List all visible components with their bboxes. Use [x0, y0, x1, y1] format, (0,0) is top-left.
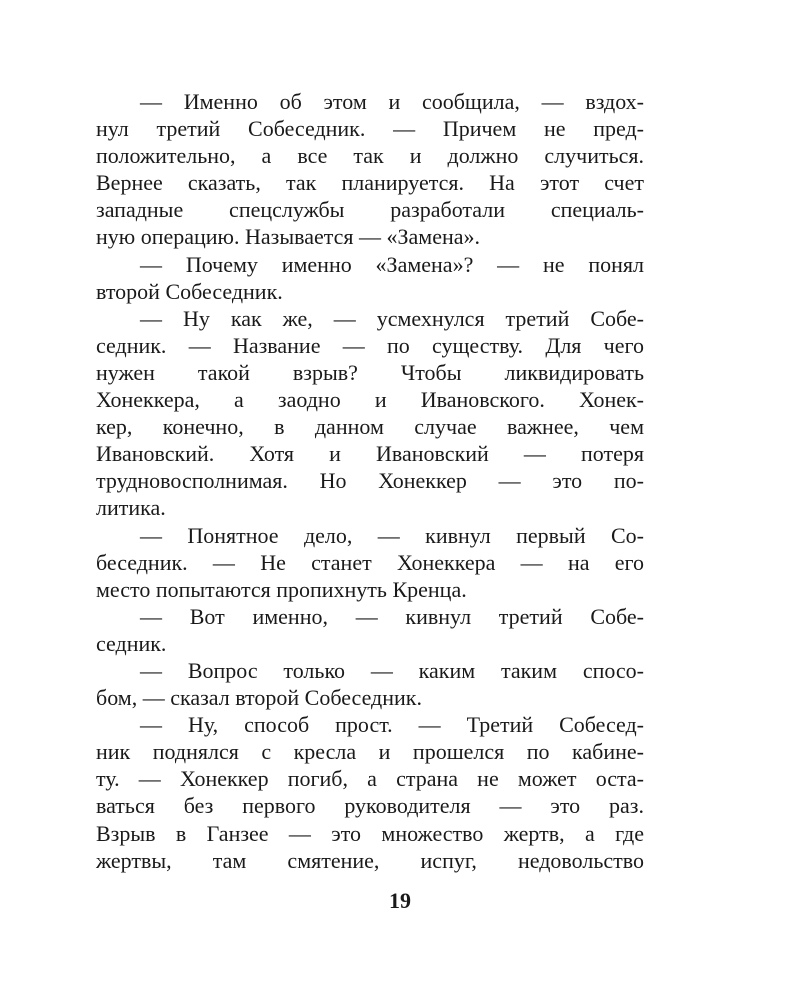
text-line: — Почему именно «Замена»? — не понял [140, 251, 644, 277]
paragraph [96, 657, 644, 711]
text-line: седник. — Название — по существу. Для чего [96, 332, 644, 358]
text-line: — Ну как же, — усмехнулся третий Собе- [140, 305, 644, 331]
text-line: нул третий Собеседник. — Причем не пред- [96, 116, 644, 142]
body-text [96, 88, 644, 874]
paragraph [96, 522, 644, 603]
page-number: 19 [389, 888, 411, 913]
text-line: ту. — Хонеккер погиб, а страна не может оста- [96, 766, 644, 792]
text-line: место попытаются пропихнуть Кренца. [96, 576, 467, 602]
text-line: Взрыв в Ганзее — это множество жертв, а где [96, 820, 644, 846]
paragraph [96, 711, 644, 874]
paragraph [96, 88, 644, 251]
text-line: трудновосполнимая. Но Хонеккер — это по- [96, 468, 644, 494]
text-line: западные спецслужбы разработали специаль- [96, 197, 644, 223]
text-line: — Именно об этом и сообщила, — вздох- [140, 89, 644, 114]
text-line: положительно, а все так и должно случиться. [96, 143, 644, 169]
text-line: кер, конечно, в данном случае важнее, чем [96, 414, 644, 440]
text-line: — Вот именно, — кивнул третий Собе- [140, 603, 644, 629]
text-line: Ивановский. Хотя и Ивановский — потеря [96, 441, 644, 467]
text-line: ваться без первого руководителя — это раз. [96, 793, 644, 819]
text-line: жертвы, там смятение, испуг, недовольство [96, 847, 644, 873]
text-line: седник. [96, 630, 167, 656]
text-line: — Вопрос только — каким таким спосо- [140, 657, 644, 683]
paragraph [96, 305, 644, 522]
text-line: Хонеккера, а заодно и Ивановского. Хонек- [96, 387, 644, 413]
text-line: — Понятное дело, — кивнул первый Со- [140, 522, 644, 548]
text-line: ную операцию. Называется — «Замена». [96, 224, 481, 250]
paragraph [96, 603, 644, 657]
text-line: второй Собеседник. [96, 278, 283, 304]
text-line: литика. [96, 495, 166, 521]
text-line: бом, — сказал второй Собеседник. [96, 685, 422, 711]
text-line: нужен такой взрыв? Чтобы ликвидировать [96, 359, 644, 385]
text-line: ник поднялся с кресла и прошелся по кабине- [96, 739, 644, 765]
text-line: Вернее сказать, так планируется. На этот счет [96, 170, 644, 196]
text-line: беседник. — Не станет Хонеккера — на его [96, 549, 644, 575]
paragraph [96, 251, 644, 305]
text-line: — Ну, способ прост. — Третий Собесед- [140, 712, 644, 738]
